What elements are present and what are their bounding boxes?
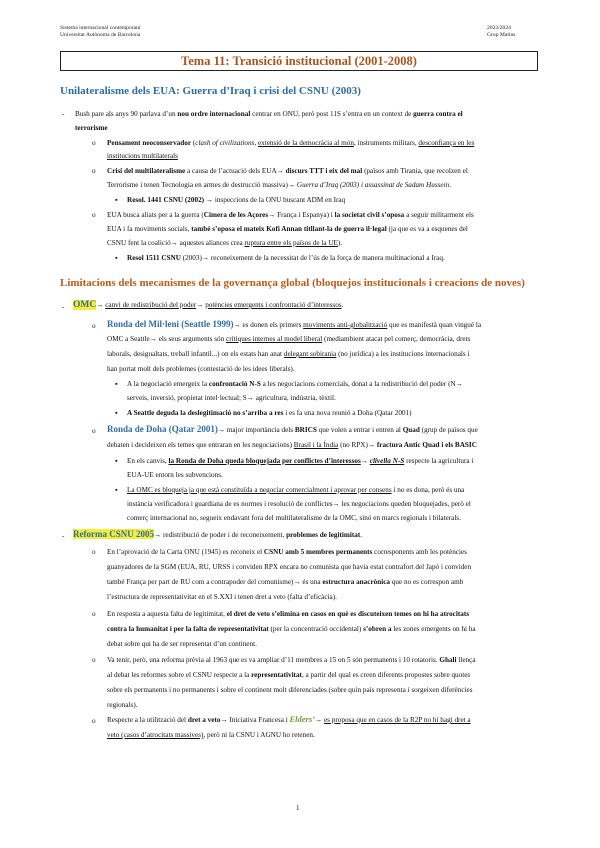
text-line: Va tenir, però, una reforma prèvia al 1963 que es va ampliar d’11 membres a 15 on 5 són permanents i 10 rotatoris. Ghali llença bbox=[107, 656, 476, 664]
square-marker: ▪ bbox=[115, 486, 118, 494]
text-line: comerç internacional no, segueix endavant fora del multilateralisme de la OMC, sinó en marcs regionals i bilaterals. bbox=[127, 514, 461, 522]
text-line: l’estructura de representativitat en el S.XXI i tenen dret a veto (falta d’eficàcia). bbox=[107, 593, 337, 601]
text-line: En resposta a aquesta falta de legitimitat, el dret de veto s’elimina en casos en què es discuteixen temes on hi ha atrocitats bbox=[107, 610, 470, 618]
text-line: Terrorisme i tenen Tecnologia en armes de destrucció massiva)→ Guerra d’Iraq (2003) i assassinat de Sadam Hussein. bbox=[107, 181, 452, 189]
dash-marker: - bbox=[62, 532, 65, 540]
text-line: OMC a Seattle→ els seus arguments són crítiques internes al model liberal (mediambient atacat pel comerç, democràcia, drets bbox=[107, 335, 471, 343]
circle-marker: o bbox=[92, 717, 96, 725]
text-line: regionals). bbox=[107, 701, 138, 709]
circle-marker: o bbox=[92, 656, 96, 664]
circle-marker: o bbox=[92, 427, 96, 435]
circle-marker: o bbox=[92, 610, 96, 618]
circle-marker: o bbox=[92, 548, 96, 556]
header-group: Grup Matins bbox=[487, 31, 516, 38]
text-line: també França per part de RU com a contrapoder del comunisme)→ és una estructura anacrònica que no es correspon amb bbox=[107, 578, 464, 586]
section-heading-governance: Limitacions dels mecanismes de la governança global (bloquejos institucionals i creacions de noves) bbox=[60, 277, 525, 289]
square-marker: ▪ bbox=[115, 196, 118, 204]
text-line: A Seattle deguda la deslegitimació no s’arriba a res i es fa una nova reunió a Doha (Qatar 2001) bbox=[127, 409, 412, 417]
text-line: Respecte a la utilització del dret a veto→ Iniciativa Francesa i Elders’→ es proposa que en casos de la R2P no hi hagi dret a bbox=[107, 714, 471, 724]
text-line: serveis, inversió, propietat intel·lectual; S→ agricultura, indústria, tèxtil. bbox=[127, 394, 336, 402]
text-line: Crisi del multilateralisme a causa de l’actuació dels EUA→ discurs TTT i eix del mal (països amb Tirania, que recolzen el bbox=[107, 167, 468, 175]
text-line: EUA-UE entorn les subvencions. bbox=[127, 471, 223, 479]
page-title: Tema 11: Transició institucional (2001-2008) bbox=[60, 51, 538, 71]
text-line: sobre els permanents i no permanents i sobre el continent molt diferenciades (sobre quin país representa i sorgeixen diferències bbox=[107, 686, 473, 694]
text-line: EUA i fa moviments socials, també s’oposa el mateix Kofi Annan titllant-la de guerra il·legal (ja que es va a esquenes del bbox=[107, 225, 468, 233]
text-line: Reforma CSNU 2005→ redistribució de poder i de reconeixement, problemes de legitimitat. bbox=[73, 529, 363, 539]
text-line: guanyadores de la SGM (EUA, RU, URSS i conviden RPX encara no comunista que havia estat contrafort del Japó i conviden bbox=[107, 563, 472, 571]
text-line: Resol. 1441 CSNU (2002) → inspeccions de la ONU buscant ADM en Iraq bbox=[127, 196, 346, 204]
text-line: En l’aprovació de la Carta ONU (1945) es reconeix el CSNU amb 5 membres permanents corresponents amb les potències bbox=[107, 548, 467, 556]
text-line: OMC→ canvi de redistribució del poder→ potències emergents i confrontació d’interessos. bbox=[73, 300, 344, 310]
text-line: Bush pare als anys 90 parlava d’un nou ordre internacional centrar en ONU, però post 11S s’entra en un context de guerra contra el bbox=[75, 110, 463, 118]
page-number: 1 bbox=[296, 804, 300, 812]
square-marker: ▪ bbox=[115, 380, 118, 388]
circle-marker: o bbox=[92, 139, 96, 147]
text-line: veto (casos d’atrocitats massives), però ni la CSNU i AGNU ho retenen. bbox=[107, 731, 315, 739]
header-university: Universitat Autònoma de Barcelona bbox=[60, 31, 141, 38]
text-line: instància verificadora i guardiana de es normes i resolució de conflictes→ les negociacions queden bloquejades, però el bbox=[127, 500, 471, 508]
text-line: EUA busca aliats per a la guerra (Cimera de les Açores→ França i Espanya) i la societat civil s’oposa a seguir militarment els bbox=[107, 211, 474, 219]
text-line: Pensament neoconservador (clash of civilizations, extensió de la democràcia al món, instruments militars, desconfiança en les bbox=[107, 139, 475, 147]
text-line: han portat molt dels problemes (contestació de les idees liberals). bbox=[107, 365, 295, 373]
header-left bbox=[60, 25, 140, 38]
header-course: Sistema internacional contemporani bbox=[60, 25, 141, 31]
circle-marker: o bbox=[92, 211, 96, 219]
text-line: debaten i decideixen els temes que entraran en les negociacions) Brasil i la Índia (no RPX)→ fractura Antic Quad i els BASIC bbox=[107, 441, 477, 449]
text-line: Ronda de Doha (Qatar 2001)→ major importància dels BRICS que volen a entrar i entren al Quad (grup de països que bbox=[107, 424, 478, 434]
dash-marker: - bbox=[62, 303, 65, 311]
text-line: terrorisme bbox=[75, 124, 108, 132]
text-line: debat sobre qui ha de ser representat d’un continent. bbox=[107, 640, 257, 648]
header-year: 2023/2024 bbox=[487, 25, 511, 31]
text-line: laborals, desigualtats, treball infantil...) on els estats han anat delegant sobirania (no jurídica) a les institucions internacionals i bbox=[107, 350, 470, 358]
circle-marker: o bbox=[92, 322, 96, 330]
text-line: La OMC es bloqueja ja que està constituïda a negociar comercialment i aprovar per consens i no es dona, però és una bbox=[127, 486, 465, 494]
header-right bbox=[487, 25, 515, 38]
text-line: contra la humanitat i per la falta de representativitat (per la concentració occidental) s’obren a les zones emergents on hi ha bbox=[107, 625, 476, 633]
circle-marker: o bbox=[92, 167, 96, 175]
text-line: Resol 1511 CSNU (2003)→ reconeixement de la necessitat de l’ús de la força de manera multinacional a Iraq. bbox=[127, 254, 445, 262]
text-line: al debat les reformes sobre el CSNU respecte a la representativitat, a partir del qual es creen diferents propostes sobre quotes bbox=[107, 671, 471, 679]
text-line: Ronda del Mil·leni (Seattle 1999)→ es donen els primers moviments anti-globalització que es manifestà quan vingué la bbox=[107, 319, 482, 329]
square-marker: ▪ bbox=[115, 457, 118, 465]
section-heading-unilateralism: Unilateralisme dels EUA: Guerra d’Iraq i crisi del CSNU (2003) bbox=[60, 85, 361, 97]
dash-marker: - bbox=[62, 110, 65, 118]
text-line: institucions multilaterals bbox=[107, 152, 178, 160]
text-line: En els canvis, la Ronda de Doha queda bloquejada per conflictes d’interessos→ clivella N-S respecte la agricultura i bbox=[127, 457, 474, 465]
square-marker: ▪ bbox=[115, 254, 118, 262]
square-marker: ▪ bbox=[115, 409, 118, 417]
text-line: A la negociació emergeix la confrontació N-S a les negociacions comercials, donat a la redistribució del poder (N→ bbox=[127, 380, 463, 388]
text-line: CSNU fent la coalició→ aquestes aliances crea ruptura entre els països de la UE). bbox=[107, 239, 343, 247]
